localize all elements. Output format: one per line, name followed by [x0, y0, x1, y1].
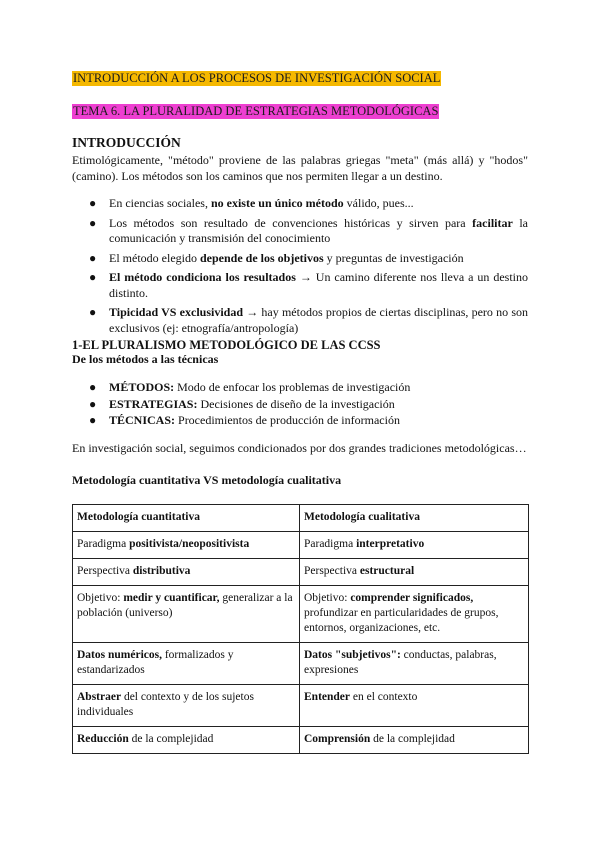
list-item: ● En ciencias sociales, no existe un único método válido, pues...	[89, 196, 414, 210]
table-row	[73, 685, 529, 727]
bullet-icon: ●	[89, 380, 97, 394]
topic-title: TEMA 6. LA PLURALIDAD DE ESTRATEGIAS METODOLÓGICAS	[73, 104, 439, 118]
table-cell: Entender en el contexto	[300, 685, 529, 727]
section1-heading: 1-EL PLURALISMO METODOLÓGICO DE LAS CCSS	[72, 338, 381, 352]
table-cell: Paradigma interpretativo	[300, 532, 529, 559]
bullet-icon: ●	[89, 413, 97, 427]
table-cell: Objetivo: comprender significados, profundizar en particularidades de grupos, entornos, organizaciones, etc.	[300, 586, 529, 643]
table-header-cell: Metodología cualitativa	[300, 505, 529, 532]
table-cell: Reducción de la complejidad	[73, 727, 300, 754]
list-item: ● TÉCNICAS: Procedimientos de producción de información	[89, 413, 400, 427]
course-title: INTRODUCCIÓN A LOS PROCESOS DE INVESTIGACIÓN SOCIAL	[73, 71, 441, 85]
intro-heading: INTRODUCCIÓN	[72, 135, 181, 150]
list-item: ● Tipicidad VS exclusividad → hay métodos propios de ciertas disciplinas, pero no son exclusivos (ej: etnografía/antropología)	[89, 305, 528, 335]
table-row	[73, 643, 529, 685]
bullet-icon: ●	[89, 396, 97, 411]
table-row	[73, 727, 529, 754]
table-cell: Datos "subjetivos": conductas, palabras, expresiones	[300, 643, 529, 685]
table-row	[73, 586, 529, 643]
section1-subheading: De los métodos a las técnicas	[72, 352, 219, 366]
table-row	[73, 559, 529, 586]
list-item: ● El método elegido depende de los objetivos y preguntas de investigación	[89, 250, 464, 265]
bullet-icon: ●	[89, 305, 97, 319]
intro-paragraph: Etimológicamente, "método" proviene de las palabras griegas "meta" (más allá) y "hodos" (camino). Los métodos son los caminos que nos permiten llegar a un destino.	[72, 153, 528, 183]
table-cell: Objetivo: medir y cuantificar, generalizar a la población (universo)	[73, 586, 300, 643]
bullet-icon: ●	[89, 215, 97, 230]
table-cell: Comprensión de la complejidad	[300, 727, 529, 754]
bullet-icon: ●	[89, 196, 97, 210]
table-header-row	[73, 505, 529, 532]
list-item: ● Los métodos son resultado de convenciones históricas y sirven para facilitar la comunicación y transmisión del conocimiento	[89, 215, 528, 245]
table-header-cell: Metodología cuantitativa	[73, 505, 300, 532]
list-item: ● ESTRATEGIAS: Decisiones de diseño de la investigación	[89, 396, 395, 411]
table-cell: Datos numéricos, formalizados y estandarizados	[73, 643, 300, 685]
comparison-table	[72, 504, 529, 754]
list-item: ● El método condiciona los resultados → Un camino diferente nos lleva a un destino distinto.	[89, 270, 528, 300]
section1-paragraph: En investigación social, seguimos condicionados por dos grandes tradiciones metodológicas…	[72, 441, 527, 455]
table-cell: Paradigma positivista/neopositivista	[73, 532, 300, 559]
table-cell: Perspectiva distributiva	[73, 559, 300, 586]
table-cell: Abstraer del contexto y de los sujetos individuales	[73, 685, 300, 727]
table-title: Metodología cuantitativa VS metodología cualitativa	[72, 473, 342, 487]
intro-bullet-list	[89, 196, 528, 336]
table-row	[73, 532, 529, 559]
section1-bullet-list	[89, 380, 528, 429]
bullet-icon: ●	[89, 250, 97, 265]
bullet-icon: ●	[89, 270, 97, 284]
list-item: ● MÉTODOS: Modo de enfocar los problemas de investigación	[89, 380, 411, 394]
table-cell: Perspectiva estructural	[300, 559, 529, 586]
